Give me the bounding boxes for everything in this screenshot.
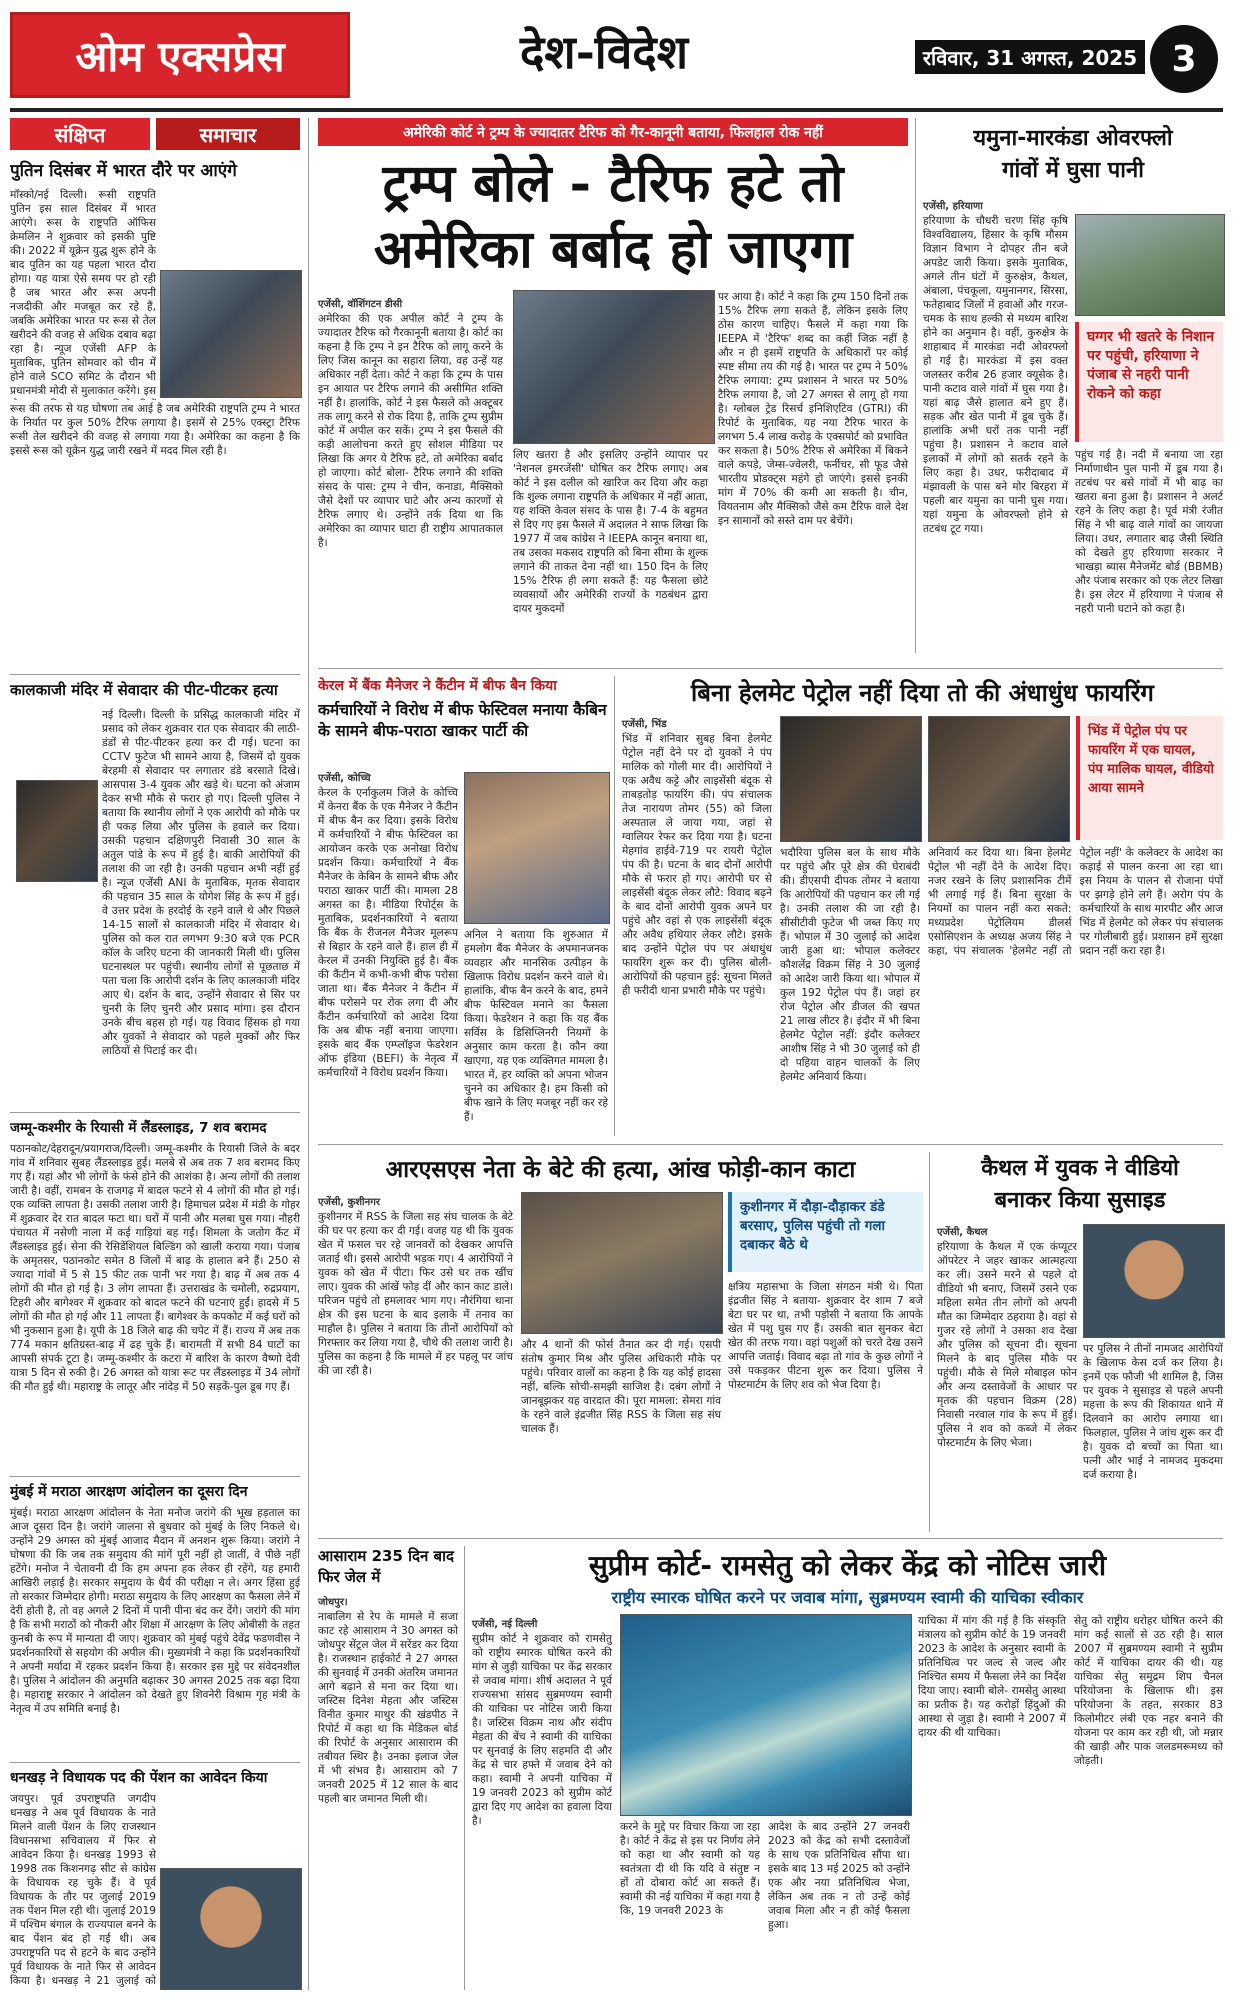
story-col-2: लिए खतरा है और इसलिए उन्होंने व्यापार पर 'नेशनल इमरजेंसी' घोषित कर टैरिफ लगाए। अब कोर्ट ने इस दलील को खारिज कर दिया और कहा कि शुल्क लगाना राष्ट्रपति के अधिकार में नहीं आता, यह शक्ति केवल संसद के पास है। 7-4 के बहुमत से दिए गए इस फैसले में अदालत ने साफ लिखा कि 1977 में जब कांग्रेस ने IEEPA कानून बनाया था, तब उसका मकसद राष्ट्रपति को बिना सीमा के शुल्क लगाने की ताकत देना नहीं था। 150 दिन के लिए 15% टैरिफ ही लगा सकते हैं: यह फैसला छोटे व्यवसायों और अमेरिकी राज्यों के गठबंधन द्वारा दायर मुकदमों: [513, 449, 708, 615]
story-text: मुंबई। मराठा आरक्षण आंदोलन के नेता मनोज जरांगे की भूख हड़ताल का आज दूसरा दिन है। जरांगे जालना से बुधवार को मुंबई के लिए निकले थे। उन्होंने 29 अगस्त को मुंबई आजाद मैदान में अनशन शुरू किया। जरांगे ने घोषणा की कि जब तक समुदाय की मांगें पूरी नहीं हो जातीं, वे पीछे नहीं हटेंगे। मनोज ने चेतावनी दी कि हम अपना हक लेकर ही रहेंगे, यह हमारी आखिरी लड़ाई है। सरकार समुदाय के धैर्य की परीक्षा न ले। अगर हिंसा हुई तो सरकार जिम्मेदार होगी। मराठा समुदाय के लिए आरक्षण का फैसला लेने में देरी होती है, तो वह अगले 2 दिनों में पानी पीना बंद कर देंगे। जरांगे की मांग है कि सभी मराठों को नौकरी और शिक्षा में आरक्षण के लिए ओबीसी के तहत कुनबी के रूप में मान्यता दी जाए। शुक्रवार को मुंबई पहुंचे देवेंद्र फडणवीस ने प्रदर्शनकारियों से सहयोग की अपील की। मुख्यमंत्री ने कहा कि प्रदर्शनकारियों ने अपनी मर्यादा में रहकर प्रदर्शन किया है। सरकार इस मुद्दे पर संवेदनशील है। पुलिस ने आंदोलन की अनुमति बढ़ाकर 30 अगस्त 2025 तक बढ़ा दिया है। महाराष्ट्र सरकार ने आंदोलन को देखते हुए शिवनेरी विश्राम गृह मंत्री के नेतृत्व में उप समिति बनाई है।: [10, 1507, 300, 1715]
story-callout: भिंड में पेट्रोल पंप पर फायरिंग में एक घायल, पंप मालिक घायल, वीडियो आया सामने: [1076, 716, 1223, 840]
story-title: जम्मू-कश्मीर के रियासी में लैंडस्लाइड, 7 शव बरामद: [10, 1120, 267, 1136]
story-text: हरियाणा के कैथल में एक कंप्यूटर ऑपरेटर ने जहर खाकर आत्महत्या कर ली। उसने मरने से पहले दो वीडियो भी बनाए, जिसमें उसने एक महिला समेत तीन लोगों को अपनी मौत का जिम्मेदार ठहराया है। वहां से गुजर रहे लोगों ने उसका शव देखा और पुलिस को सूचना दी। सूचना मिलने के बाद पुलिस मौके पर पहुंची। मौके से मिले मोबाइल फोन और अन्य दस्तावेजों के आधार पर मृतक की पहचान विक्रम (28) निवासी नरवाल गांव के रूप में हुई। पुलिस ने शव को कब्जे में लेकर पोस्टमार्टम के लिए भेजा।: [937, 1241, 1077, 1449]
tab-news: समाचार: [156, 118, 300, 150]
story-callout: घग्गर भी खतरे के निशान पर पहुंची, हरियाणा ने पंजाब से नहरी पानी रोकने को कहा: [1075, 322, 1223, 442]
brand-logo: ओम एक्सप्रेस: [10, 12, 350, 98]
story-text-tail: रूस की तरफ से यह घोषणा तब आई है जब अमेरिकी राष्ट्रपति ट्रम्प ने भारत के निर्यात पर कुल 50% टैरिफ लगाया है। इसमें से 25% एक्स्ट्रा टैरिफ रूसी तेल खरीदने की वजह से लगाया गया है। अमेरिका का कहना है कि इससे रूस को यूक्रेन युद्ध जारी रखने में मदद मिल रही है।: [10, 403, 300, 457]
story-col-1: सुप्रीम कोर्ट ने शुक्रवार को रामसेतु को राष्ट्रीय स्मारक घोषित करने की मांग से जुड़ी याचिका पर केंद्र सरकार से जवाब मांगा। शीर्ष अदालत ने पूर्व राज्यसभा सांसद सुब्रमण्यम स्वामी की याचिका पर नोटिस जारी किया है। जस्टिस विक्रम नाथ और संदीप मेहता की बेंच ने स्वामी की याचिका पर सुनवाई के लिए सहमति दी और केंद्र से चार हफ्ते में जवाब देने को कहा। स्वामी ने अपनी याचिका में 19 जनवरी 2023 को सुप्रीम कोर्ट द्वारा दिए गए आदेश का हवाला दिया है।: [472, 1633, 612, 1827]
tab-brief: संक्षिप्त: [10, 118, 150, 150]
story-headline: बिना हेलमेट पेट्रोल नहीं दिया तो की अंधाधुंध फायरिंग: [691, 679, 1154, 707]
story-col-3: क्षत्रिय महासभा के जिला संगठन मंत्री थे। पिता इंद्रजीत सिंह ने बताया- शुक्रवार देर शाम 7 बजे बेटा घर पर था, तभी पड़ोसी ने बताया कि आपके खेत में पशु घुस गए हैं। उसकी बात सुनकर बेटा खेत की तरफ गया। वहां पशुओं को चरते देख उसने आपत्ति जताई। विवाद बढ़ा तो गांव के कुछ लोगों ने उसे पकड़कर पीटना शुरू कर दिया। पुलिस ने पोस्टमार्टम के लिए शव को भेज दिया है।: [728, 1281, 923, 1391]
story-col-3: अनिवार्य कर दिया था। बिना हेलमेट पेट्रोल भी नहीं देने के आदेश दिए। नजर रखने के लिए प्रशासनिक टीमें भी लगाई गई हैं। बिना सुरक्षा के नियमों का पालन नहीं करा सकते: मध्यप्रदेश पेट्रोलियम डीलर्स एसोसिएशन के अध्यक्ष अजय सिंह ने कहा, पंप संचालक 'हेलमेट नहीं तो पेट्रोल नहीं' के कलेक्टर के आदेश का कड़ाई से पालन करना आ रहा था। इस नियम के पालन से रोजाना पंपों पर झगड़े होने लगे हैं। अरोग पंप के कर्मचारियों के साथ मारपीट और आज भिंड में हेलमेट को लेकर पंप संचालक पर गोलीबारी हुई। प्रशासन हमें सुरक्षा प्रदान नहीं करा रहा है।: [928, 847, 1223, 957]
story-col-5: सेतु को राष्ट्रीय धरोहर घोषित करने की मांग कई सालों से उठ रही है। साल 2007 में सुब्रमण्यम स्वामी ने सुप्रीम कोर्ट में याचिका दायर की थी। यह याचिका सेतु समुद्रम शिप चैनल परियोजना के खिलाफ थी। इस परियोजना के तहत, सरकार 83 किलोमीटर लंबी एक नहर बनाने की योजना पर काम कर रही थी, जो मन्नार की खाड़ी और पाक जलडमरूमध्य को जोड़ती।: [1074, 1615, 1223, 1767]
victim-photo: [1083, 1224, 1225, 1338]
story-title: कालकाजी मंदिर में सेवादार की पीट-पीटकर हत्या: [10, 681, 278, 699]
row-rule: [318, 668, 1223, 669]
dhankhar-photo: [160, 1868, 302, 1990]
column-rule: [929, 1152, 930, 1532]
yamuna-story: [923, 118, 1223, 663]
ramsetu-aerial-photo: [620, 1614, 912, 1816]
row-rule: [318, 1144, 1223, 1145]
story-col-1: केरल के एर्नाकुलम जिले के कोच्चि में केनरा बैंक के एक मैनेजर ने कैंटीन में बीफ बैन कर दिया। इसके विरोध में कर्मचारियों ने बीफ फेस्टिवल का आयोजन करके एक अनोखा विरोध प्रदर्शन किया। कर्मचारियों ने बैंक मैनेजर के केबिन के सामने बीफ और पराठा खाकर पार्टी की। मामला 28 अगस्त का है। मीडिया रिपोर्ट्स के मुताबिक, प्रदर्शनकारियों ने बताया कि बैंक के रीजनल मैनेजर मूलरूप से बिहार के रहने वाले हैं। हाल ही में केरल में उनकी नियुक्ति हुई है। बैंक की कैंटीन में कभी-कभी बीफ परोसा जाता था। बैंक मैनेजर ने कैंटीन में बीफ परोसने पर रोक लगा दी और कैंटीन कर्मचारियों को आदेश दिया कि अब बीफ नहीं बनाया जाएगा। इसके बाद बैंक एम्प्लॉइज फेडरेशन ऑफ इंडिया (BEFI) के नेतृत्व में कर्मचारियों ने विरोध प्रदर्शन किया।: [318, 787, 458, 1079]
section-title: देश-विदेश: [520, 25, 688, 79]
story-text: मॉस्को/नई दिल्ली। रूसी राष्ट्रपति पुतिन इस साल दिसंबर में भारत आएंगे। रूस के राष्ट्रपति ऑफिस क्रेमलिन ने शुक्रवार को इसकी पुष्टि की। 2022 में यूक्रेन युद्ध शुरू होने के बाद पुतिन का यह पहला भारत दौरा होगा। यह यात्रा ऐसे समय पर हो रही है जब भारत और रूस अपनी नजदीकी और मजबूत कर रहे हैं, जबकि अमेरिका भारत पर रूस से तेल खरीदने की वजह से अधिक दबाव बढ़ा रहा है। न्यूज एजेंसी AFP के मुताबिक, पुतिन सोमवार को चीन में होने वाले SCO समिट के दौरान भी प्रधानमंत्री मोदी से मुलाकात करेंगे। इस: [10, 189, 156, 397]
story-title: धनखड़ ने विधायक पद की पेंशन का आवेदन किया: [10, 1770, 268, 1786]
crowd-photo: [521, 1192, 723, 1334]
story-col-3: आदेश के बाद उन्होंने 27 जनवरी 2023 को केंद्र को सभी दस्तावेजों के साथ एक प्रतिनिधित्व सौंपा था। इसके बाद 13 मई 2025 को उन्होंने एक और नया प्रतिनिधित्व भेजा, लेकिन अब तक न तो उन्हें कोई जवाब मिला और न ही कोई फैसला हुआ।: [768, 1821, 910, 1931]
story-headline: बनाकर किया सुसाइड: [994, 1188, 1166, 1213]
story-callout: कुशीनगर में दौड़ा-दौड़ाकर डंडे बरसाए, पुलिस पहुंची तो गला दबाकर बैठे थे: [728, 1192, 923, 1272]
story-col-2: भदौरिया पुलिस बल के साथ मौके पर पहुंचे और पूरे क्षेत्र की घेराबंदी की। डीएसपी दीपक तोमर ने बताया कि आरोपियों की पहचान कर ली गई है। उनकी तलाश की जा रही है। सीसीटीवी फुटेज भी जब्त किए गए हैं। भोपाल में 30 जुलाई को आदेश जारी हुआ था: भोपाल कलेक्टर कौशलेंद्र विक्रम सिंह ने 30 जुलाई को आदेश जारी किया था। भोपाल में कुल 192 पेट्रोल पंप हैं। जहां हर रोज पेट्रोल और डीजल की खपत 21 लाख लीटर है। इंदौर में भी बिना हेलमेट पेट्रोल नहीं: इंदौर कलेक्टर आशीष सिंह ने भी 30 जुलाई को ही दो पहिया वाहन चालकों के लिए हेलमेट अनिवार्य किया।: [780, 847, 920, 1083]
divider: [10, 1112, 300, 1113]
divider: [10, 1762, 300, 1763]
cctv-petrol-pump-photo: [780, 716, 922, 842]
masthead-rule: [10, 108, 1223, 112]
story-text: हरियाणा के चौधरी चरण सिंह कृषि विश्वविद्यालय, हिसार के कृषि मौसम विज्ञान विभाग ने दोपहर तीन बजे अपडेट जारी किया। इसके मुताबिक, अगले तीन घंटों में कुरुक्षेत्र, कैथल, अंबाला, पंचकूला, यमुनानगर, सिरसा, फतेहाबाद जिलों में हवाओं और गरज-चमक के साथ हल्की से मध्यम बारिश होने का अनुमान है। वहीं, कुरुक्षेत्र के शाहाबाद में मारकंडा नदी ओवरफ्लो हो गई है। मारकंडा में इस वक्त जलस्तर करीब 26 हजार क्यूसेक है। पानी कटाव वाले गांवों में घुस गया है। यहां बाढ़ जैसे हालात बने हुए हैं। सड़क और खेत पानी में डूब चुके हैं। हालांकि अभी घरों तक पानी नहीं पहुंचा है। प्रशासन ने कटाव वाले इलाकों में लोगों को सतर्क रहने के लिए कहा है। उधर, फरीदाबाद में मंझावली के पास बने मोर बिरहरा में पहली बार यमुना का पानी घुस गया। यहां यमुना के ओवरफ्लो होने से तटबंध टूट गया।: [923, 215, 1068, 535]
story-byline: एजेंसी, हरियाणा: [923, 201, 983, 212]
row-rule: [318, 1538, 1223, 1539]
column-rule: [464, 1546, 465, 1990]
story-headline: यमुना-मारकंडा ओवरफ्लो: [973, 126, 1173, 151]
story-text-2: पर पुलिस ने तीनों नामजद आरोपियों के खिलाफ केस दर्ज कर लिया है। इनमें एक फौजी भी शामिल है, जिस पर युवक ने सुसाइड से पहले अपनी महत्ता के रूप की शिकायत थाने में दिलवाने का आरोप लगाया था। फिलहाल, पुलिस ने जांच शुरू कर दी है। युवक दो बच्चों का पिता था। पत्नी और भाई ने नामजद मुकदमा दर्ज कराया है।: [1083, 1343, 1223, 1481]
protest-photo: [464, 772, 610, 924]
masthead: [0, 0, 1233, 108]
divider: [10, 1476, 300, 1477]
story-kicker: केरल में बैंक मैनेजर ने कैंटीन में बीफ बैन किया: [318, 678, 557, 694]
page-number: 3: [1150, 25, 1218, 93]
story-headline: आरएसएस नेता के बेटे की हत्या, आंख फोड़ी-कान काटा: [385, 1157, 856, 1183]
story-col-2: करने के मुद्दे पर विचार किया जा रहा है। कोर्ट ने केंद्र से इस पर निर्णय लेने को कहा था और स्वामी को यह स्वतंत्रता दी थी कि यदि वे संतुष्ट न हों तो दोबारा कोर्ट आ सकते हैं। स्वामी की नई याचिका में कहा गया है कि, 19 जनवरी 2023 के: [620, 1821, 760, 1917]
story-text-2: पहुंच गई है। नदी में बनाया जा रहा निर्माणाधीन पुल पानी में डूब गया है। तटबंध पर बसे गांवों में भी बाढ़ का खतरा बना हुआ है। प्रशासन ने अलर्ट रहने के लिए कहा है। पूर्व मंत्री रंजीत सिंह ने भी बाढ़ वाले गांवों का जायजा लिया। उधर, लगातार बाढ़ जैसी स्थिति को देखते हुए हरियाणा सरकार ने भाखड़ा ब्यास मैनेजमेंट बोर्ड (BBMB) और पंजाब सरकार को एक लेटर लिखा है। इस लेटर में हरियाणा ने पंजाब से नहरी पानी घटाने को कहा है।: [1075, 449, 1223, 615]
story-kicker: अमेरिकी कोर्ट ने ट्रम्प के ज्यादातर टैरिफ को गैर-कानूनी बताया, फिलहाल रोक नहीं: [318, 118, 908, 146]
kaithal-story: [937, 1152, 1223, 1534]
story-byline: एजेंसी, भिंड: [622, 719, 667, 730]
story-text-continued: [10, 402, 300, 672]
story-title: मुंबई में मराठा आरक्षण आंदोलन का दूसरा दिन: [10, 1484, 248, 1500]
story-headline: अमेरिका बर्बाद हो जाएगा: [373, 219, 853, 280]
story-subhead: राष्ट्रीय स्मारक घोषित करने पर जवाब मांगा, सुब्रमण्यम स्वामी की याचिका स्वीकार: [611, 1588, 1084, 1607]
column-rule: [614, 676, 615, 1136]
story-headline: सुप्रीम कोर्ट- रामसेतु को लेकर केंद्र को नोटिस जारी: [588, 1549, 1107, 1582]
story-headline: कर्मचारियों ने विरोध में बीफ फेस्टिवल मनाया कैबिन के सामने बीफ-पराठा खाकर पार्टी की: [318, 701, 607, 740]
putin-modi-photo: [160, 270, 302, 398]
ramsetu-story: [472, 1546, 1223, 1990]
divider: [10, 674, 300, 675]
trump-story: [318, 118, 908, 663]
story-byline: एजेंसी, कुशीनगर: [318, 1197, 380, 1208]
story-headline: आसाराम 235 दिन बाद फिर जेल में: [318, 1547, 454, 1586]
column-rule: [915, 118, 916, 653]
helmet-story: [622, 676, 1223, 1140]
story-headline: गांवों में घुसा पानी: [1002, 158, 1144, 183]
cctv-firing-photo: [928, 716, 1070, 842]
story-byline: एजेंसी, नई दिल्ली: [472, 1619, 538, 1630]
left-column: [10, 118, 300, 1993]
kerala-story: [318, 676, 608, 1140]
story-col-1: भिंड में शनिवार सुबह बिना हेलमेट पेट्रोल नहीं देने पर दो युवकों ने पंप मालिक को गोली मार दी। आरोपियों ने एक अवैध कट्टे और लाइसेंसी बंदूक से ताबड़तोड़ फायरिंग की। पंप संचालक तेज नारायण तोमर (55) को जिला अस्पताल ले जाया गया, जहां से ग्वालियर रेफर कर दिया गया है। घटना मेहगांव हाईवे-719 पर रायरी पेट्रोल पंप की है। घटना के बाद दोनों आरोपी मौके से फरार हो गए। आरोपी घर से लाइसेंसी बंदूक लेकर लौटे: विवाद बढ़ने के बाद दोनों आरोपी युवक अपने घर पहुंचे और वहां से एक लाइसेंसी बंदूक और अवैध हथियार लेकर लौटे। इसके बाद उन्होंने पेट्रोल पंप पर अंधाधुंध फायरिंग शुरू कर दी। पुलिस बोली- आरोपियों की पहचान हुई: सूचना मिलते ही फरीदी थाना प्रभारी मौके पर पहुंचे।: [622, 733, 772, 997]
story-text: नाबालिग से रेप के मामले में सजा काट रहे आसाराम ने 30 अगस्त को जोधपुर सेंट्रल जेल में सरेंडर कर दिया है। राजस्थान हाईकोर्ट ने 27 अगस्त की सुनवाई में उनकी अंतरिम जमानत आगे बढ़ाने से मना कर दिया था। जस्टिस दिनेश मेहता और जस्टिस विनीत कुमार माथुर की खंडपीठ ने रिपोर्ट में कहा था कि मेडिकल बोर्ड की रिपोर्ट के अनुसार आसाराम की तबीयत स्थिर है। उनका इलाज जेल में भी संभव है। आसाराम को 7 जनवरी 2025 में 12 साल के बाद पहली बार जमानत मिली थी।: [318, 1611, 458, 1805]
story-col-2: और 4 थानों की फोर्स तैनात कर दी गई। एसपी संतोष कुमार मिश्र और पुलिस अधिकारी मौके पर पहुंचे। परिवार वालों का कहना है कि यह कोई हादसा नहीं, बल्कि सोची-समझी साजिश है। दबंग लोगों ने जानबूझकर यह वारदात की। पूरा मामला: सेमरा गांव के रहने वाले इंद्रजीत सिंह RSS के जिला सह संघ चालक हैं।: [521, 1339, 721, 1435]
story-text: नई दिल्ली। दिल्ली के प्रसिद्ध कालकाजी मंदिर में प्रसाद को लेकर शुक्रवार रात एक सेवादार की लाठी-डंडों से पीट-पीटकर हत्या कर दी गई। घटना का CCTV फुटेज भी सामने आया है, जिसमें दो युवक बेरहमी से सेवादार पर लगातार डंडे बरसाते दिखे। आसपास 3-4 युवक और खड़े थे। घटना को अंजाम देकर सभी मौके से फरार हो गए। दिल्ली पुलिस ने बताया कि स्थानीय लोगों ने एक आरोपी को मौके पर ही पकड़ लिया और पुलिस के हवाले कर दिया। उसकी पहचान दक्षिणपुरी निवासी 30 साल के अतुल पांडे के रूप में हुई है। बाकी आरोपियों की तलाश की जा रही है। उनकी पहचान अभी नहीं हुई है। न्यूज एजेंसी ANI के मुताबिक, मृतक सेवादार की पहचान 35 साल के योगेश सिंह के रूप में हुई। वे उत्तर प्रदेश के हरदोई के रहने वाले थे और पिछले 14-15 सालों से कालकाजी मंदिर में सेवादार थे। पुलिस को कल रात लगभग 9:30 बजे एक PCR कॉल के जरिए घटना की जानकारी मिली थी। पुलिस घटनास्थल पर पहुंची। स्थानीय लोगों से पूछताछ में पता चला कि आरोपी दर्शन के लिए कालकाजी मंदिर आए थे। दर्शन के बाद, उन्होंने सेवादार से सिर पर चुनरी के लिए चुनरी और प्रसाद मांगा। इस दौरान उनके बीच बहस हो गई। यह विवाद हिंसक हो गया और युवकों ने सेवादार को पहले मुक्कों और फिर लाठियों से पिटाई कर दी।: [102, 709, 300, 1057]
story-byline: एजेंसी, कैथल: [937, 1227, 988, 1238]
trump-photo: [513, 290, 715, 444]
story-title: पुतिन दिसंबर में भारत दौरे पर आएंगे: [10, 161, 237, 181]
story-col-3: पर आया है। कोर्ट ने कहा कि ट्रम्प 150 दिनों तक 15% टैरिफ लगा सकते हैं, लेकिन इसके लिए ठोस कारण चाहिए। फैसले में कहा गया कि IEEPA में 'टैरिफ' शब्द का कहीं जिक्र नहीं है और न ही इसमें राष्ट्रपति के अधिकारों पर कोई स्पष्ट सीमा तय की गई है। भारत पर ट्रम्प ने 50% टैरिफ लगाया: ट्रम्प प्रशासन ने भारत पर 50% टैरिफ लगाया है, जो 27 अगस्त से लागू हो गया है। ग्लोबल ट्रेड रिसर्च इनिशिएटिव (GTRI) की रिपोर्ट के मुताबिक, यह नया टैरिफ भारत के लगभग 5.4 लाख करोड़ के एक्सपोर्ट को प्रभावित कर सकता है। 50% टैरिफ से अमेरिका में बिकने वाले कपड़े, जेम्स-ज्वेलरी, फर्नीचर, सी फूड जैसे भारतीय प्रोडक्ट्स महंगे हो जाएंगे। इससे इनकी मांग में 70% की कमी आ सकती है। चीन, वियतनाम और मैक्सिको जैसे कम टैरिफ वाले देश इन सामानों को सस्ते दाम पर बेचेंगे।: [718, 291, 908, 527]
story-text: पठानकोट/देहरादून/प्रयागराज/दिल्ली। जम्मू-कश्मीर के रियासी जिले के बदर गांव में शनिवार सुबह लैंडस्लाइड हुई। मलबे से अब तक 7 शव बरामद किए गए हैं। यहां और भी लोगों के फंसे होने की आशंका है। अन्य लोगों की तलाश जारी है। वहीं, रामबन के राजगढ़ में बादल फटने से 4 लोगों की मौत हो गई। एक व्यक्ति लापता है। उसकी तलाश जारी है। हिमाचल प्रदेश में मंडी के गोहर में शुक्रवार देर रात बादल फटा था। घरों में पानी और मलबा घुस गया। नौहरी पंचायत में नसेणी नाला में कई गाड़ियां बह गईं। शिमला के जतोग कैंट में लैंडस्लाइड हुई। सेना की रेसिडेंशियल बिल्डिंग को खाली कराया गया। पंजाब के अमृतसर, पठानकोट समेत 8 जिलों में बाढ़ के हालात बने हैं। 250 से ज्यादा गांवों में 5 से 15 फीट तक पानी भर गया है। बाढ़ में अब तक 4 लोगों की मौत हो गई है। 3 लोग लापता हैं। उत्तराखंड के चमोली, रुद्रप्रयाग, टिहरी और बागेश्वर में शुक्रवार को बादल फटने की घटनाएं हुईं। हादसे में 5 लोगों की मौत हो गई और 11 लापता हैं। बागेश्वर के कपकोट में कई घरों को भी नुकसान हुआ है। यूपी के 18 जिले बाढ़ की चपेट में हैं। राज्य में अब तक 774 मकान क्षतिग्रस्त-बाढ़ में ढह चुके हैं। बारामती में सभी 84 घाटों का आपसी संपर्क टूटा है। जम्मू-कश्मीर के कटरा में बारिश के कारण वैष्णो देवी यात्रा 5 दिन से रुकी है। 26 अगस्त को यात्रा रूट पर लैंडस्लाइड में 34 लोगों की मौत हुई थी। महाराष्ट्र के लातूर और नांदेड़ में 50 सड़कें-पुल डूब गए हैं।: [10, 1143, 300, 1393]
asaram-story: [318, 1546, 458, 1990]
story-text: जयपुर। पूर्व उपराष्ट्रपति जगदीप धनखड़ ने अब पूर्व विधायक के नाते मिलने वाली पेंशन के लिए राजस्थान विधानसभा सचिवालय में फिर से आवेदन किया है। धनखड़ 1993 से 1998 तक किशनगढ़ सीट से कांग्रेस के विधायक रह चुके हैं। वे पूर्व विधायक के तौर पर जुलाई 2019 तक पेंशन मिल रही थी। जुलाई 2019 में पश्चिम बंगाल के राज्यपाल बनने के बाद पेंशन बंद हो गई थी। अब उपराष्ट्रपति पद से हटने के बाद उन्होंने पूर्व विधायक के नाते फिर से आवेदन किया है। धनखड़ ने 21 जुलाई को: [10, 1793, 156, 1987]
cctv-photo: [16, 780, 98, 882]
story-col-4: याचिका में मांग की गई है कि संस्कृति मंत्रालय को सुप्रीम कोर्ट के 19 जनवरी 2023 के आदेश के अनुसार स्वामी के प्रतिनिधित्व पर जल्द से जल्द और निश्चित समय में फैसला लेने का निर्देश दिया जाए। स्वामी बोले- रामसेतु आस्था का प्रतीक है। यह करोड़ों हिंदुओं की आस्था से जुड़ा है। स्वामी ने 2007 में दायर की थी याचिका।: [918, 1615, 1066, 1739]
flood-photo: [1075, 214, 1225, 316]
story-col-1: अमेरिका की एक अपील कोर्ट ने ट्रम्प के ज्यादातर टैरिफ को गैरकानूनी बताया है। कोर्ट का कहना है कि ट्रम्प ने इन टैरिफ को लागू करने के लिए जिस कानून का सहारा लिया, वह उन्हें यह अधिकार नहीं देता। कोर्ट ने कहा कि ट्रम्प के पास इन आयात पर टैरिफ लगाने की असीमित शक्ति नहीं है। हालांकि, कोर्ट ने इस फैसले को अक्टूबर तक लागू करने से रोक दिया है, ताकि ट्रम्प सुप्रीम कोर्ट में अपील कर सकें। ट्रम्प ने इस फैसले की कड़ी आलोचना करते हुए सोशल मीडिया पर लिखा कि अगर ये टैरिफ हटे, तो अमेरिका बर्बाद हो जाएगा। कोर्ट बोला- टैरिफ लगाने की शक्ति संसद के पास: ट्रम्प ने चीन, कनाडा, मैक्सिको जैसे देशों पर व्यापार घाटे और अन्य कारणों से टैरिफ लगाए थे। उन्होंने तर्क दिया था कि अमेरिका का व्यापार घाटा ही राष्ट्रीय आपातकाल है।: [318, 313, 503, 549]
rss-story: [318, 1152, 923, 1534]
story-headline: ट्रम्प बोले - टैरिफ हटे तो: [382, 153, 844, 214]
story-headline: कैथल में युवक ने वीडियो: [981, 1156, 1179, 1181]
dateline: रविवार, 31 अगस्त, 2025: [915, 40, 1145, 74]
story-byline: एजेंसी, वॉशिंगटन डीसी: [318, 299, 403, 310]
story-byline: एजेंसी, कोच्चि: [318, 773, 371, 784]
column-rule: [308, 118, 309, 1990]
story-col-1: कुशीनगर में RSS के जिला सह संघ चालक के बेटे की घर पर हत्या कर दी गई। वजह यह थी कि युवक खेत में फसल चर रहे जानवरों को देखकर आपत्ति जताई थी। इससे आरोपी भड़क गए। 4 आरोपियों ने युवक को खेत में पीटा। फिर उसे घर तक खींच लाए। युवक की आंखें फोड़ दीं और कान काट डाले। परिजन पहुंचे तो हमलावर भाग गए। नौरंगिया थाना क्षेत्र की इस घटना के बाद इलाके में तनाव का माहौल है। पुलिस ने बताया कि तीनों आरोपियों को गिरफ्तार कर लिया गया है, चौथे की तलाश जारी है। पुलिस का कहना है कि मामले में हर पहलू पर जांच की जा रही है।: [318, 1211, 513, 1377]
story-col-2: अनिल ने बताया कि शुरुआत में हमलोग बैंक मैनेजर के अपमानजनक व्यवहार और मानसिक उत्पीड़न के खिलाफ विरोध प्रदर्शन करने वाले थे। हालांकि, बीफ बैन करने के बाद, हमने बीफ फेस्टिवल मनाने का फैसला किया। फेडरेशन ने कहा कि यह बैंक सर्विस के डिसिप्लिनरी नियमों के अनुसार काम करता है। कौन क्या खाएगा, यह एक व्यक्तिगत मामला है। भारत में, हर व्यक्ति को अपना भोजन चुनने का अधिकार है। हम किसी को बीफ खाने के लिए मजबूर नहीं कर रहे हैं।: [464, 929, 608, 1123]
story-byline: जोधपुर।: [318, 1597, 348, 1608]
